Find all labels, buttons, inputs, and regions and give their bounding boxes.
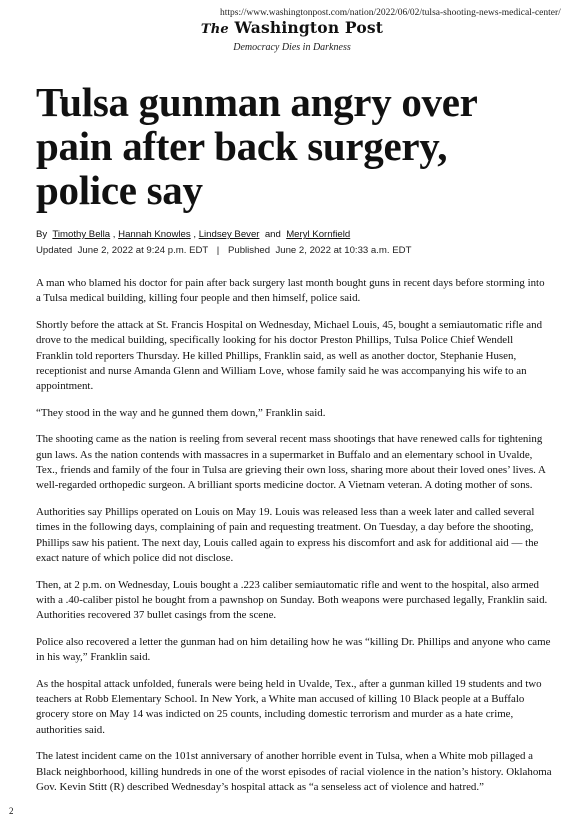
article-paragraph: As the hospital attack unfolded, funerals were being held in Uvalde, Tex., after a gunman killed 19 students and two teachers at Robb Elementary School. In New York, a White man accused of killing 10 Black people at a Buffalo grocery store on May 14 was indicted on 25 counts, including domestic terrorism and murder as a hate crime, authorities said. xyxy=(36,677,542,736)
author-link[interactable]: Meryl Kornfield xyxy=(286,229,351,240)
updated-date: June 2, 2022 at 9:24 p.m. EDT xyxy=(77,245,209,256)
published-label: Published xyxy=(227,245,271,256)
article-paragraph: The shooting came as the nation is reeling from several recent mass shootings that have renewed calls for tightening gun laws. As the nation contends with massacres in a supermarket in Buffalo and an elementary school in Uvalde, Tex., friends and family of the four in Tulsa are grieving their own loss, sharing more about their loved ones’ lives. A well-regarded orthopedic surgeon. A brilliant sports medicine doctor. A Vietnam veteran. A doting mother of sons. xyxy=(36,433,546,492)
article-paragraph: Authorities say Phillips operated on Louis on May 19. Louis was released less than a week later and called several times in the following days, complaining of pain and requesting treatment. On Tuesday, a day before the shooting, Phillips saw his patient. The next day, Louis called again to express his discomfort and ask for additional aid — the exact nature of which police did not disclose. xyxy=(36,505,539,565)
article-dates xyxy=(36,245,411,256)
byline-and: and xyxy=(264,229,281,240)
article-paragraph: Then, at 2 p.m. on Wednesday, Louis bought a .223 caliber semiautomatic rifle and went to the hospital, also armed with a .40-caliber pistol he bought from a pawnshop on Sunday. Both weapons were purchased legally, Franklin said. Authorities recovered 37 bullet casings from the scene. xyxy=(36,578,548,622)
article-paragraph: A man who blamed his doctor for pain after back surgery last month bought guns in recent days before storming into a Tulsa medical building, killing four people and then himself, police said. xyxy=(36,277,545,305)
masthead-tagline: Democracy Dies in Darkness xyxy=(233,42,351,53)
author-link[interactable]: Timothy Bella xyxy=(52,229,111,240)
masthead-logo: The Washington Post xyxy=(200,18,384,37)
article-paragraph: The latest incident came on the 101st anniversary of another horrible event in Tulsa, when a White mob pillaged a Black neighborhood, killing hundreds in one of the worst episodes of racial violence in the nation’s history. Oklahoma Gov. Kevin Stitt (R) described Wednesday’s hospital attack as “a senseless act of violence and hatred.” xyxy=(36,750,552,793)
article-body xyxy=(36,276,552,806)
byline: By Timothy Bella , Hannah Knowles , Lindsey Bever and Meryl Kornfield xyxy=(36,229,351,240)
article-paragraph: “They stood in the way and he gunned them down,” Franklin said. xyxy=(36,406,326,419)
updated-label: Updated xyxy=(36,245,73,256)
author-link[interactable]: Hannah Knowles xyxy=(118,229,191,240)
byline-prefix: By xyxy=(36,229,48,240)
page-number: 2 xyxy=(9,806,14,816)
article-paragraph: Police also recovered a letter the gunman had on him detailing how he was “killing Dr. Phillips and anyone who came in his way,” Franklin said. xyxy=(36,635,551,664)
article-headline: Tulsa gunman angry over pain after back surgery, police say xyxy=(36,79,477,213)
article-paragraph: Shortly before the attack at St. Francis Hospital on Wednesday, Michael Louis, 45, bought a semiautomatic rifle and drove to the medical building, specifically looking for his doctor Preston Phillips, Tulsa Police Chief Wendell Franklin told reporters Thursday. He killed Phillips, Franklin said, as well as another doctor, Stephanie Husen, receptionist and nurse Amanda Glenn and William Love, whose family said he was accompanying his wife to an appointment. xyxy=(36,318,543,393)
author-link[interactable]: Lindsey Bever xyxy=(198,229,260,240)
published-date: June 2, 2022 at 10:33 a.m. EDT xyxy=(275,245,412,256)
source-url: https://www.washingtonpost.com/nation/2022/06/02/tulsa-shooting-news-medical-center/ xyxy=(220,8,561,18)
date-separator: | xyxy=(216,245,220,256)
